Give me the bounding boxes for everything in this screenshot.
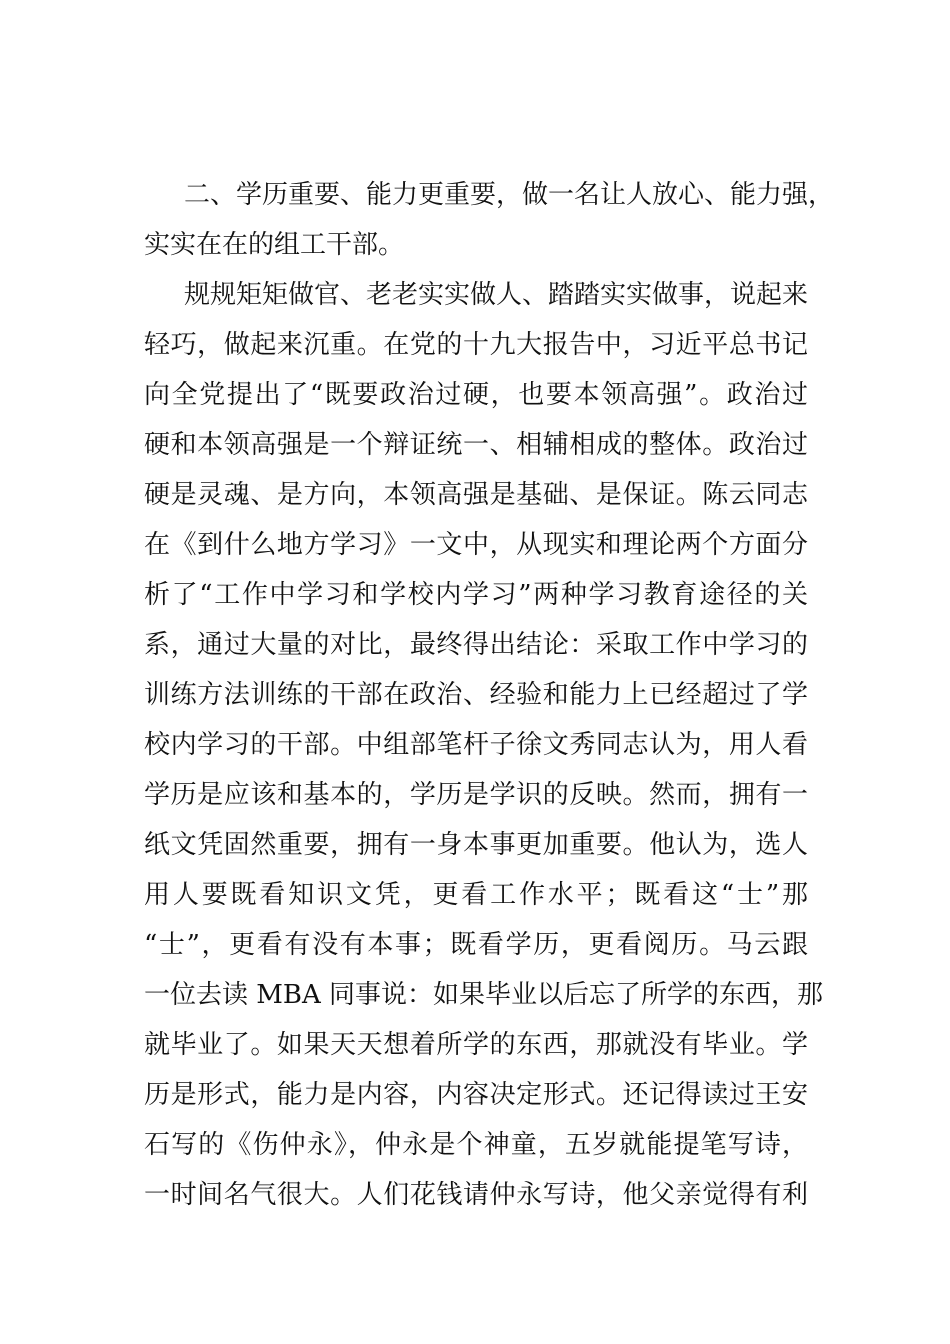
body-line: 石写的《伤仲永》，仲永是个神童，五岁就能提笔写诗，: [144, 1130, 808, 1160]
body-line: 一时间名气很大。人们花钱请仲永写诗，他父亲觉得有利: [144, 1180, 808, 1210]
body-line: 系，通过大量的对比，最终得出结论：采取工作中学习的: [144, 630, 808, 660]
body-line: 向全党提出了“既要政治过硬，也要本领高强”。政治过: [144, 380, 808, 410]
body-line: 用人要既看知识文凭，更看工作水平；既看这“士”那: [144, 880, 808, 910]
heading-line: 二、学历重要、能力更重要，做一名让人放心、能力强，: [184, 180, 835, 210]
body-line: 规规矩矩做官、老老实实做人、踏踏实实做事，说起来: [184, 280, 809, 310]
body-line: 在《到什么地方学习》一文中，从现实和理论两个方面分: [144, 530, 808, 560]
body-line: 纸文凭固然重要，拥有一身本事更加重要。他认为，选人: [144, 830, 808, 860]
document-body: [144, 170, 835, 1220]
body-line: 历是形式，能力是内容，内容决定形式。还记得读过王安: [144, 1080, 808, 1110]
body-paragraph: [144, 270, 824, 1220]
body-line: 硬和本领高强是一个辩证统一、相辅相成的整体。政治过: [144, 430, 808, 460]
body-line: 轻巧，做起来沉重。在党的十九大报告中，习近平总书记: [144, 330, 808, 360]
body-line: 就毕业了。如果天天想着所学的东西，那就没有毕业。学: [144, 1030, 808, 1060]
section-heading: [144, 170, 835, 270]
heading-line: 实实在在的组工干部。: [144, 230, 405, 260]
body-line: 硬是灵魂、是方向，本领高强是基础、是保证。陈云同志: [144, 480, 808, 510]
body-line: 校内学习的干部。中组部笔杆子徐文秀同志认为，用人看: [144, 730, 808, 760]
body-line: 训练方法训练的干部在政治、经验和能力上已经超过了学: [144, 680, 808, 710]
body-line: “士”，更看有没有本事；既看学历，更看阅历。马云跟: [144, 930, 808, 960]
body-line: 学历是应该和基本的，学历是学识的反映。然而，拥有一: [144, 780, 808, 810]
body-line: 析了“工作中学习和学校内学习”两种学习教育途径的关: [144, 580, 808, 610]
body-line: 一位去读 MBA 同事说：如果毕业以后忘了所学的东西，那: [144, 980, 824, 1010]
